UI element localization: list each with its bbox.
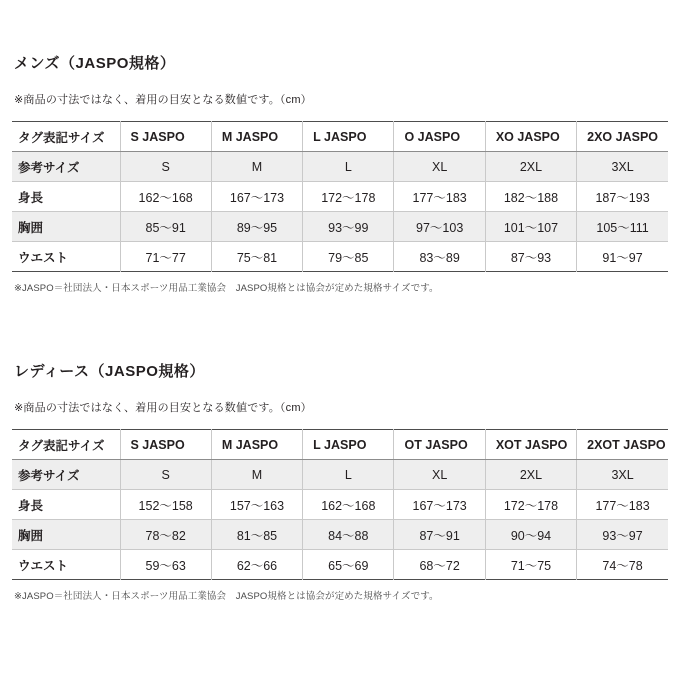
table-row <box>12 242 668 272</box>
table-cell: 2XL <box>485 460 576 490</box>
table-cell: 162〜168 <box>303 490 394 520</box>
row-header-label: ウエスト <box>12 550 120 580</box>
table-cell: 74〜78 <box>602 558 643 573</box>
table-cell: 71〜77 <box>120 242 211 272</box>
table-cell: 81〜85 <box>211 520 302 550</box>
table-cell: 83〜89 <box>394 242 485 272</box>
table-cell: 167〜173 <box>394 490 485 520</box>
table-row <box>12 550 668 580</box>
table-cell: M JASPO <box>211 122 302 152</box>
table-cell: 78〜82 <box>120 520 211 550</box>
table-cell: 187〜193 <box>577 182 668 212</box>
table-cell: 101〜107 <box>485 212 576 242</box>
size-section-mens <box>12 52 668 294</box>
table-cell: 157〜163 <box>211 490 302 520</box>
row-header-label: タグ表記サイズ <box>12 122 120 152</box>
table-cell: 85〜91 <box>120 212 211 242</box>
table-row <box>12 520 668 550</box>
row-header-label: 胸囲 <box>12 212 120 242</box>
table-cell: 177〜183 <box>394 182 485 212</box>
table-cell: 162〜168 <box>120 182 211 212</box>
size-table-mens <box>12 121 668 272</box>
table-cell: L JASPO <box>303 430 394 460</box>
table-cell: S <box>120 152 211 182</box>
table-cell: 87〜91 <box>394 520 485 550</box>
table-cell: 3XL <box>577 152 668 182</box>
table-row <box>12 460 668 490</box>
table-cell: 2XL <box>485 152 576 182</box>
table-cell: L <box>303 152 394 182</box>
row-header-label: タグ表記サイズ <box>12 430 120 460</box>
table-cell: 93〜99 <box>303 212 394 242</box>
table-cell: 105〜111 <box>577 212 668 242</box>
table-cell: S JASPO <box>120 430 211 460</box>
row-header-label: 身長 <box>12 490 120 520</box>
table-cell: 2XO JASPO <box>577 122 668 152</box>
table-cell: 65〜69 <box>303 550 394 580</box>
table-cell: XL <box>394 152 485 182</box>
table-row <box>12 182 668 212</box>
table-cell: XL <box>394 460 485 490</box>
table-cell: 90〜94 <box>485 520 576 550</box>
table-cell: XOT JASPO <box>485 430 576 460</box>
table-cell: 152〜158 <box>120 490 211 520</box>
table-cell: 93〜97 <box>577 520 668 550</box>
section-note-ladies: ※商品の寸法ではなく、着用の目安となる数値です。（cm） <box>14 402 312 414</box>
table-cell: 3XL <box>577 460 668 490</box>
table-cell: M <box>211 152 302 182</box>
table-cell: L <box>303 460 394 490</box>
section-footnote-mens: ※JASPO＝社団法人・日本スポーツ用品工業協会 JASPO規格とは協会が定めた規格サイズです。 <box>14 283 439 294</box>
table-cell: 2XOT JASPO <box>577 430 668 460</box>
table-cell: 71〜75 <box>485 550 576 580</box>
table-cell: 59〜63 <box>120 550 211 580</box>
table-cell: 172〜178 <box>303 182 394 212</box>
table-cell: OT JASPO <box>394 430 485 460</box>
table-cell: S JASPO <box>120 122 211 152</box>
table-cell: 84〜88 <box>303 520 394 550</box>
size-section-ladies <box>12 360 668 602</box>
table-cell: 89〜95 <box>211 212 302 242</box>
row-header-label: 胸囲 <box>12 520 120 550</box>
table-cell: S <box>120 460 211 490</box>
row-header-label: 参考サイズ <box>12 152 120 182</box>
table-cell: 79〜85 <box>303 242 394 272</box>
row-header-label: 参考サイズ <box>12 460 120 490</box>
table-row <box>12 152 668 182</box>
table-row <box>12 490 668 520</box>
section-title-ladies: レディース（JASPO規格） <box>14 363 205 380</box>
table-cell: M JASPO <box>211 430 302 460</box>
section-title-mens: メンズ（JASPO規格） <box>14 55 176 72</box>
table-cell: 91〜97 <box>602 250 643 265</box>
table-row <box>12 430 668 460</box>
table-cell: 182〜188 <box>485 182 576 212</box>
table-cell: 87〜93 <box>485 242 576 272</box>
table-cell: 177〜183 <box>577 490 668 520</box>
row-header-label: 身長 <box>12 182 120 212</box>
table-cell: M <box>211 460 302 490</box>
section-footnote-ladies: ※JASPO＝社団法人・日本スポーツ用品工業協会 JASPO規格とは協会が定めた規格サイズです。 <box>14 591 439 602</box>
table-cell: 62〜66 <box>211 550 302 580</box>
table-cell: 75〜81 <box>211 242 302 272</box>
table-row <box>12 122 668 152</box>
table-cell: O JASPO <box>394 122 485 152</box>
table-cell: 172〜178 <box>485 490 576 520</box>
row-header-label: ウエスト <box>12 242 120 272</box>
table-cell: 97〜103 <box>394 212 485 242</box>
size-table-ladies <box>12 429 668 580</box>
table-cell: L JASPO <box>303 122 394 152</box>
table-cell: XO JASPO <box>485 122 576 152</box>
section-note-mens: ※商品の寸法ではなく、着用の目安となる数値です。（cm） <box>14 94 312 106</box>
table-cell: 68〜72 <box>394 550 485 580</box>
table-cell: 167〜173 <box>211 182 302 212</box>
table-row <box>12 212 668 242</box>
